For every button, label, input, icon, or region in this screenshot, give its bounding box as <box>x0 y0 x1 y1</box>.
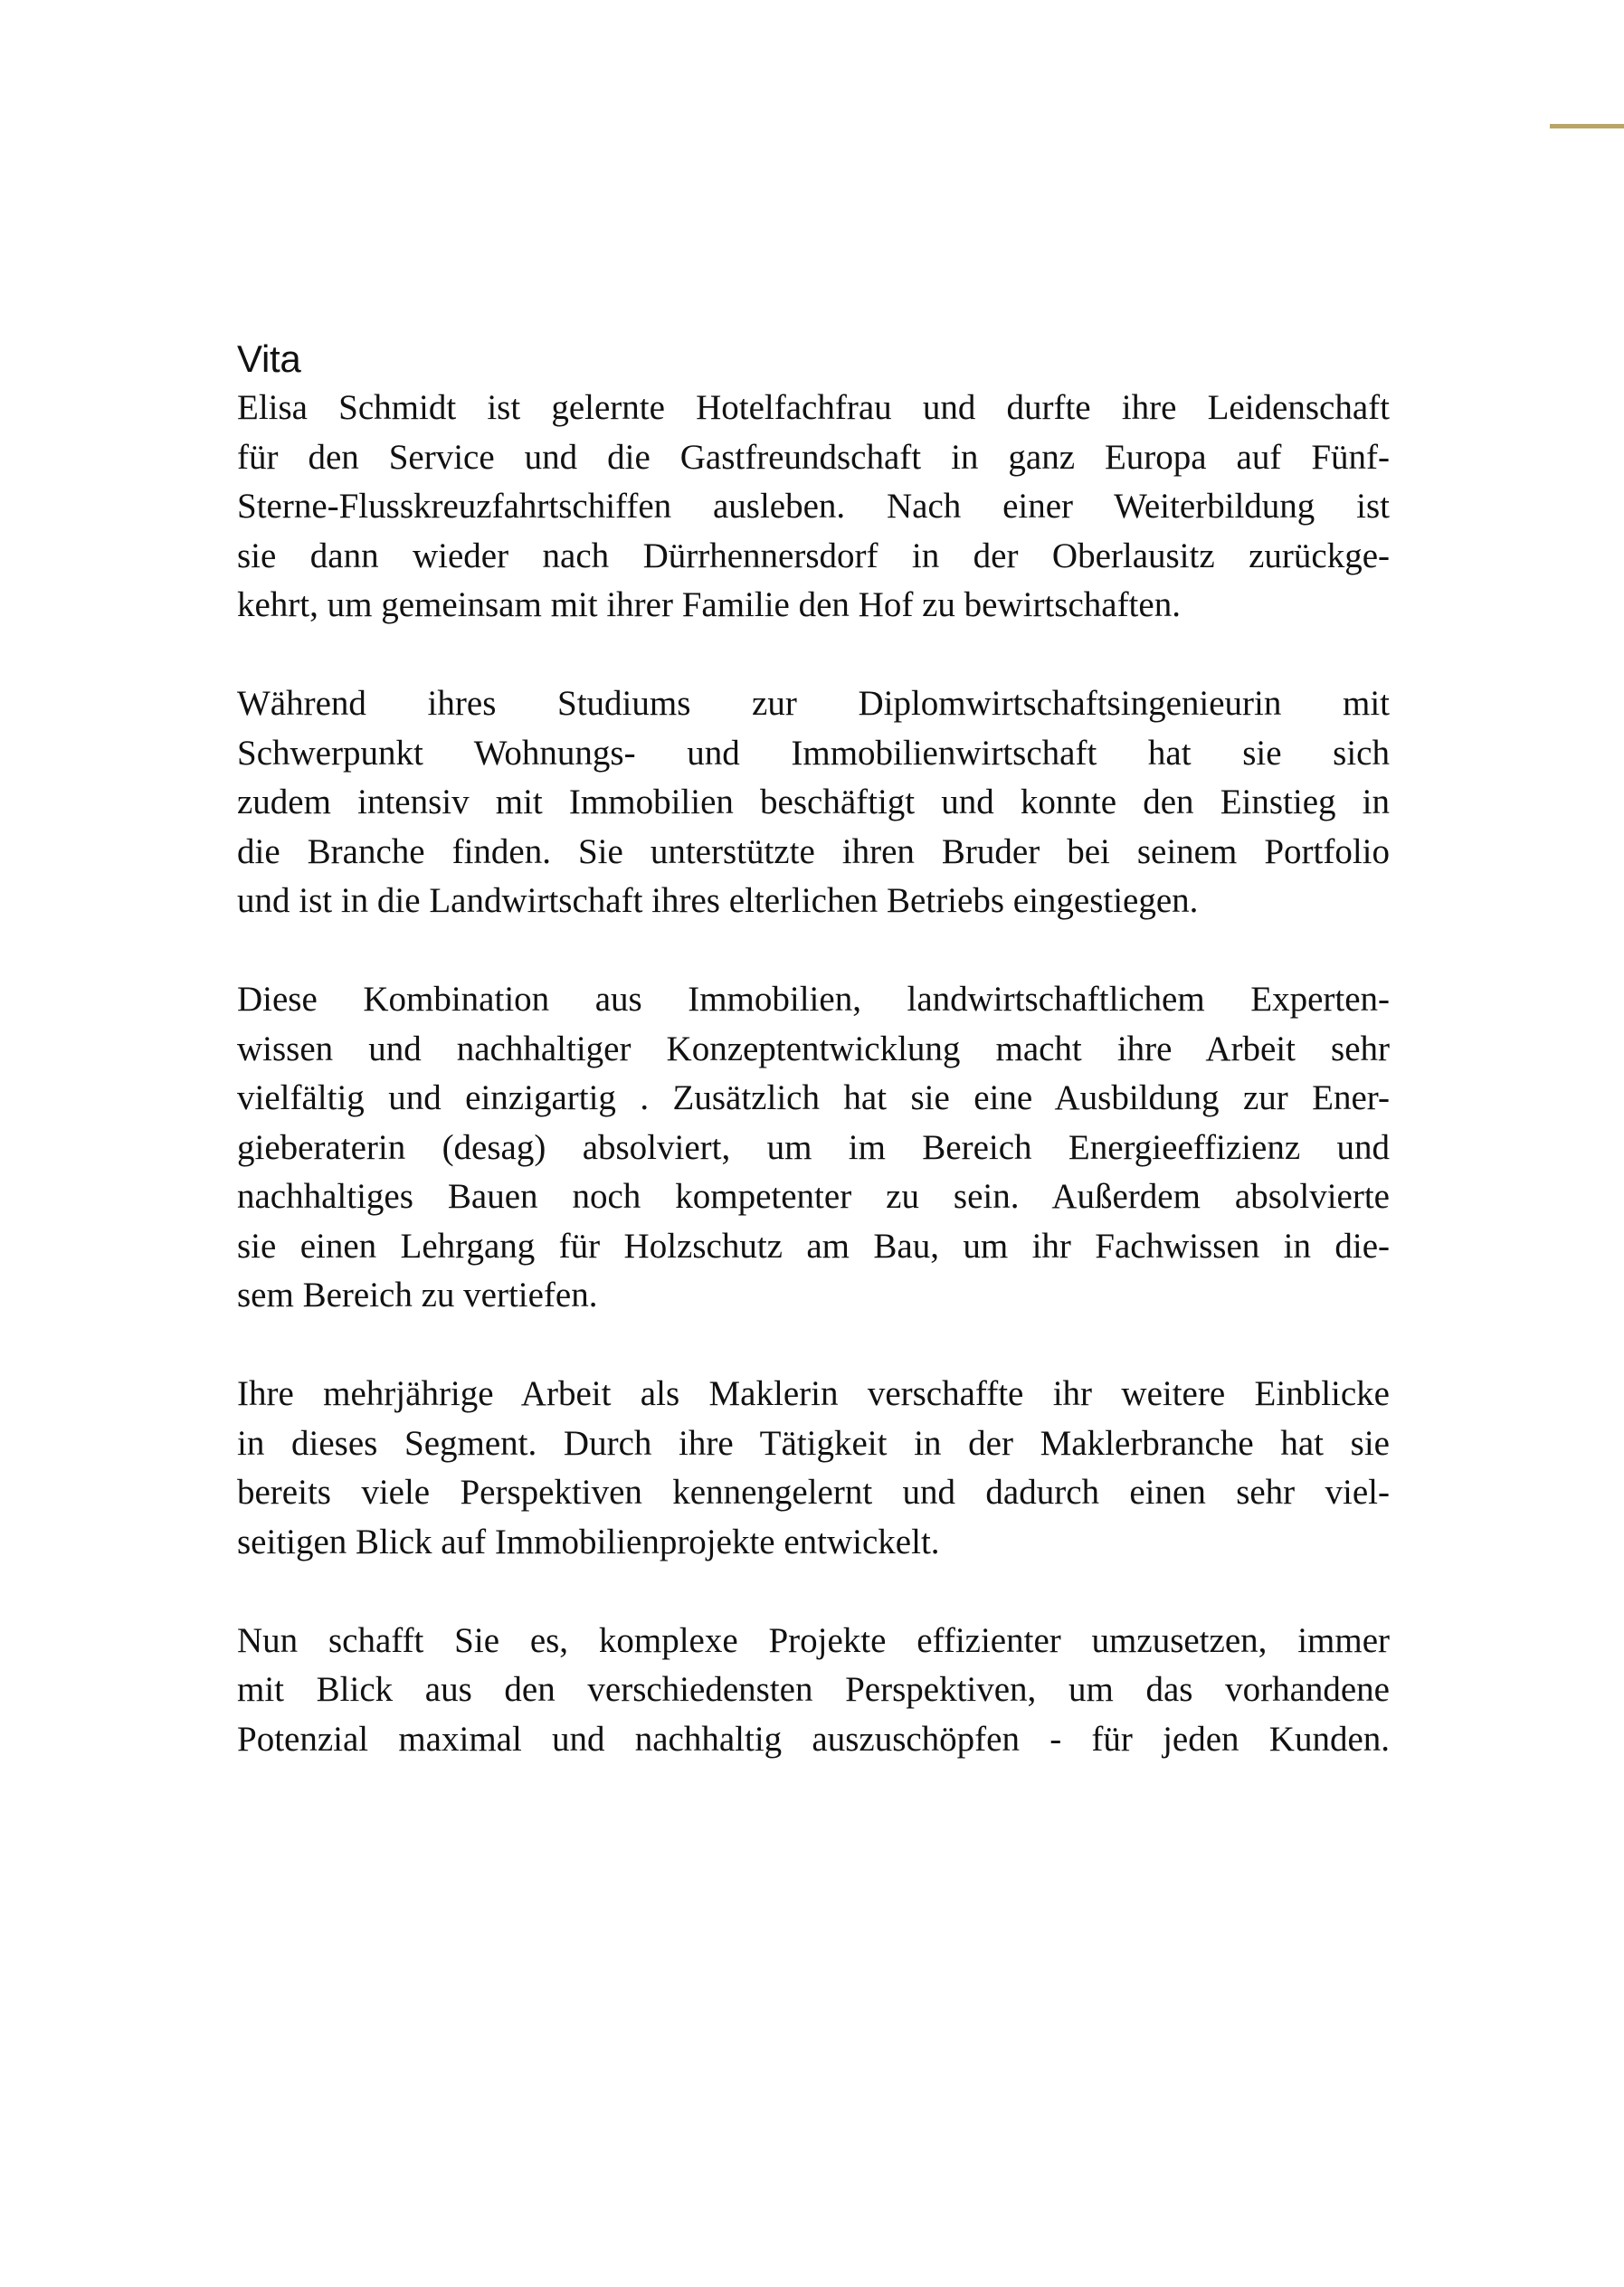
text-line: zudem intensiv mit Immobilien beschäftigt und konnte den Einstieg in <box>237 783 1390 821</box>
text-line: sie dann wieder nach Dürrhennersdorf in der Oberlausitz zurückge- <box>237 536 1390 575</box>
text-line: Ihre mehrjährige Arbeit als Maklerin verschaffte ihr weitere Einblicke <box>237 1374 1390 1413</box>
text-line: sem Bereich zu vertiefen. <box>237 1276 598 1314</box>
text-line: wissen und nachhaltiger Konzeptentwicklung macht ihre Arbeit sehr <box>237 1029 1390 1068</box>
text-line: für den Service und die Gastfreundschaft in ganz Europa auf Fünf- <box>237 437 1390 477</box>
section-title: Vita <box>237 337 301 380</box>
text-line: gieberaterin (desag) absolviert, um im Bereich Energieeffizienz und <box>237 1127 1390 1167</box>
decorative-accent-line <box>1550 124 1624 128</box>
text-line: mit Blick aus den verschiedensten Perspektiven, um das vorhandene <box>237 1670 1390 1709</box>
text-line: bereits viele Perspektiven kennengelernt und dadurch einen sehr viel- <box>237 1473 1390 1512</box>
text-line: nachhaltiges Bauen noch kompetenter zu sein. Außerdem absolvierte <box>237 1177 1390 1216</box>
text-line: Elisa Schmidt ist gelernte Hotelfachfrau und durfte ihre Leidenschaft <box>237 388 1390 427</box>
text-line: Schwerpunkt Wohnungs- und Immobilienwirtschaft hat sie sich <box>237 733 1390 773</box>
paragraph-5 <box>237 1617 1390 1765</box>
text-line: Diese Kombination aus Immobilien, landwirtschaftlichem Experten- <box>237 980 1390 1019</box>
paragraph-4 <box>237 1370 1390 1567</box>
paragraph-1 <box>237 384 1390 631</box>
text-line: in dieses Segment. Durch ihre Tätigkeit in der Maklerbranche hat sie <box>237 1423 1390 1463</box>
text-line: seitigen Blick auf Immobilienprojekte entwickelt. <box>237 1522 940 1561</box>
text-line: kehrt, um gemeinsam mit ihrer Familie den Hof zu bewirtschaften. <box>237 585 1181 624</box>
text-line: Sterne-Flusskreuzfahrtschiffen ausleben. Nach einer Weiterbildung ist <box>237 487 1390 526</box>
paragraph-2 <box>237 679 1390 926</box>
text-line: und ist in die Landwirtschaft ihres elterlichen Betriebs eingestiegen. <box>237 881 1199 920</box>
text-line: Während ihres Studiums zur Diplomwirtschaftsingenieurin mit <box>237 684 1390 723</box>
text-line: Nun schafft Sie es, komplexe Projekte effizienter umzusetzen, immer <box>237 1620 1390 1660</box>
vita-section <box>237 337 1390 1814</box>
text-line: vielfältig und einzigartig . Zusätzlich hat sie eine Ausbildung zur Ener- <box>237 1078 1390 1117</box>
text-line: Potenzial maximal und nachhaltig auszuschöpfen - für jeden Kunden. <box>237 1719 1390 1759</box>
paragraph-3 <box>237 975 1390 1321</box>
text-line: sie einen Lehrgang für Holzschutz am Bau, um ihr Fachwissen in die- <box>237 1226 1390 1266</box>
text-line: die Branche finden. Sie unterstützte ihren Bruder bei seinem Portfolio <box>237 831 1390 871</box>
